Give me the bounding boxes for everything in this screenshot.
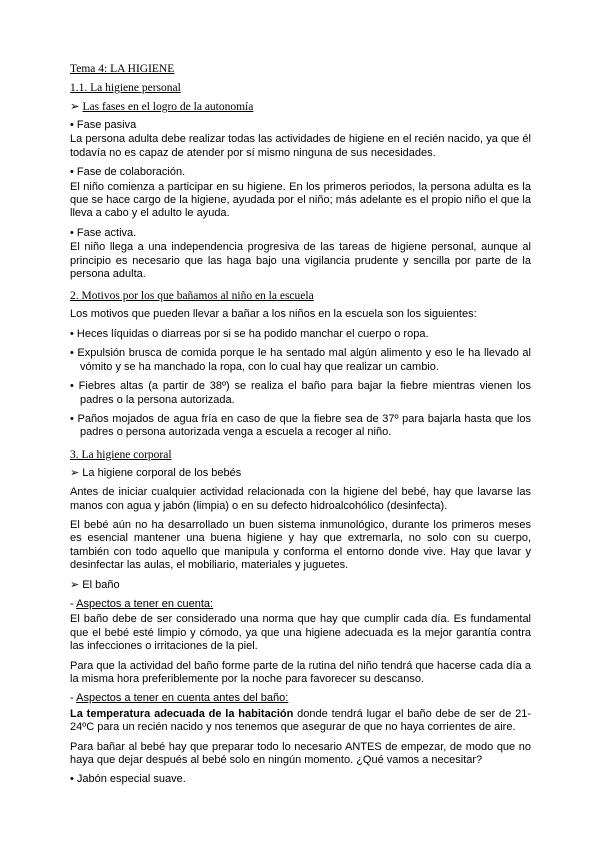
subheading-aspectos-text: Aspectos a tener en cuenta:: [76, 597, 214, 610]
heading-1-1: 1.1. La higiene personal: [70, 82, 181, 94]
arrow-bullet-icon: ➢: [70, 578, 80, 591]
subheading-bano: [70, 579, 531, 592]
phase-body-pasiva: La persona adulta debe realizar todas las actividades de higiene en el recién nacido, ya que él todavía no es capaz de atender por sí mismo ninguna de sus necesidades.: [70, 133, 531, 159]
document-title: Tema 4: LA HIGIENE: [70, 63, 175, 75]
paragraph-preparacion: Para bañar al bebé hay que preparar todo lo necesario ANTES de empezar, de modo que no haya que dejar después al bebé solo en ningún momento. ¿Qué vamos a necesitar?: [70, 740, 531, 767]
bullet-item-expulsion: • Expulsión brusca de comida porque le ha sentado mal algún alimento y eso le ha llevado al vómito y se ha manchado la ropa, con lo cual hay que realizar un cambio.: [70, 347, 531, 373]
arrow-bullet-icon: ➢: [70, 466, 80, 479]
phase-label-colaboracion: • Fase de colaboración.: [70, 166, 186, 179]
paragraph-rutina: Para que la actividad del baño forme parte de la rutina del niño tendrá que hacerse cada día a la misma hora preferiblemente por la noche para favorecer su descanso.: [70, 659, 531, 685]
heading-3: 3. La higiene corporal: [70, 448, 172, 461]
phase-body-activa: El niño llega a una independencia progresiva de las tareas de higiene personal, aunque al principio es necesario que las haga bajo una vigilancia prudente y sencilla por parte de la persona adulta.: [70, 241, 531, 281]
heading-2: 2. Motivos por los que bañamos al niño en la escuela: [70, 290, 314, 303]
subheading-bano-text: El baño: [82, 578, 120, 591]
paragraph-norma-diaria: El baño debe de ser considerado una norma que hay que cumplir cada día. Es fundamental que el bebé esté limpio y cómodo, ya que una higiene adecuada es la mejor garantía contra las infecciones o irritaciones de la piel.: [70, 613, 531, 653]
bullet-item-jabon: • Jabón especial suave.: [70, 773, 186, 786]
dash-prefix: -: [70, 692, 74, 705]
subheading-fases: [70, 100, 531, 115]
paragraph-lavado-manos: Antes de iniciar cualquier actividad relacionada con la higiene del bebé, hay que lavarse las manos con agua y jabón (limpia) o en su defecto hidroalcohólico (desinfecta).: [70, 486, 531, 512]
subheading-bebes-text: La higiene corporal de los bebés: [82, 466, 242, 479]
phase-body-colaboracion: El niño comienza a participar en su higiene. En los primeros periodos, la persona adulta es la que se hace cargo de la higiene, ayudada por el niño; más adelante es el propio niño el que la lleva a cabo y el adulto le ayuda.: [70, 180, 531, 220]
bullet-item-heces: • Heces líquidas o diarreas por si se ha podido manchar el cuerpo o ropa.: [70, 327, 429, 340]
subheading-bebes: [70, 467, 531, 480]
text-run-temperatura: donde tendrá lugar el baño debe de ser de 21-24ºC para un recién nacido y nos tenemos que asegurar de que no haya corrientes de aire.: [70, 707, 531, 734]
section2-intro: Los motivos que pueden llevar a bañar a los niños en la escuela son los siguientes:: [70, 308, 477, 321]
paragraph-sistema-inmunologico: El bebé aún no ha desarrollado un buen sistema inmunológico, durante los primeros meses es esencial mantener una buena higiene y hay que extremarla, no solo con su cuerpo, también con todo aquello que manipula y conforma el entorno donde vive. Hay que lavar y desinfectar las aulas, el mobiliario, materiales y juguetes.: [70, 518, 531, 572]
bold-run-temperatura: La temperatura adecuada de la habitación: [70, 707, 294, 720]
subheading-aspectos: [70, 598, 531, 611]
subheading-aspectos-antes: [70, 692, 531, 705]
arrow-bullet-icon: ➢: [70, 101, 80, 113]
subheading-aspectos-antes-text: Aspectos a tener en cuenta antes del baño:: [76, 692, 289, 705]
bullet-item-panos: • Paños mojados de agua fría en caso de que la fiebre sea de 37º para bajarla hasta que los padres o persona autorizada venga a escuela a recoger al niño.: [70, 412, 531, 439]
phase-label-activa: • Fase activa.: [70, 226, 137, 239]
dash-prefix: -: [70, 597, 74, 610]
phase-label-pasiva: • Fase pasiva: [70, 119, 137, 131]
subheading-fases-text: Las fases en el logro de la autonomía: [82, 101, 254, 113]
paragraph-temperatura: [70, 708, 531, 735]
bullet-item-fiebres: • Fiebres altas (a partir de 38º) se realiza el baño para bajar la fiebre mientras vienen los padres o la persona autorizada.: [70, 380, 531, 406]
